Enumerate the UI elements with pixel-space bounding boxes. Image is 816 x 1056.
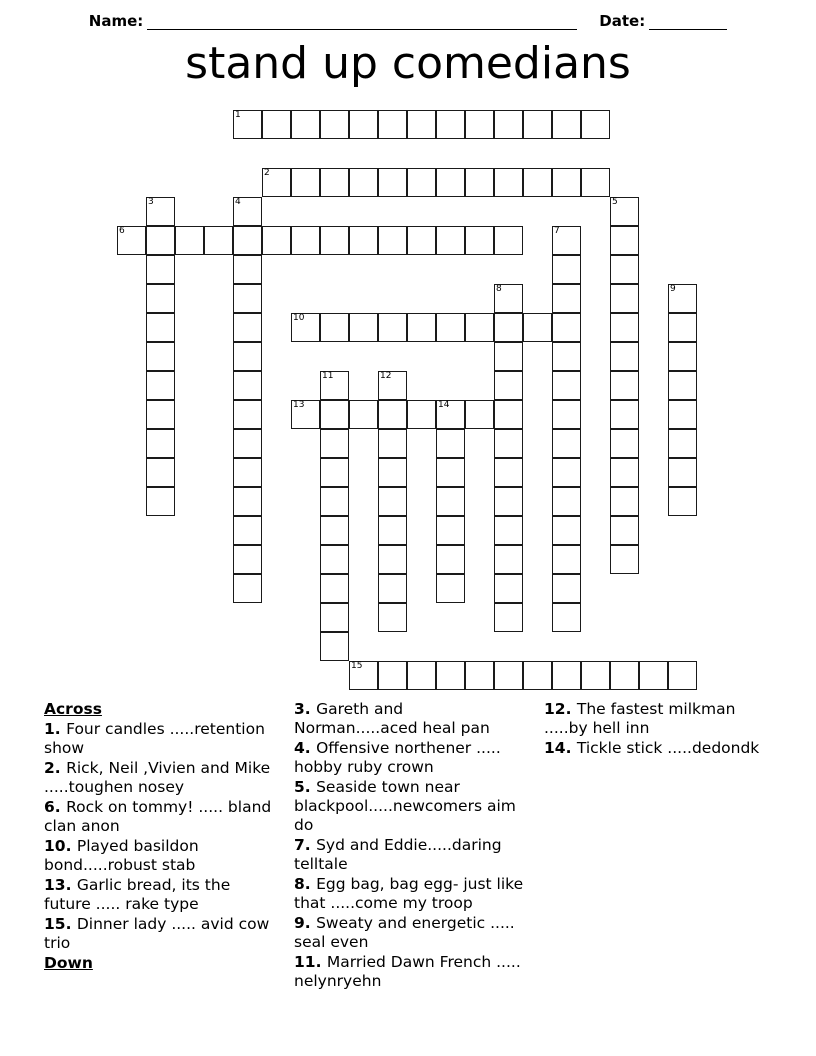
grid-cell[interactable]: [378, 661, 407, 690]
grid-cell[interactable]: [494, 110, 523, 139]
grid-cell[interactable]: [233, 574, 262, 603]
name-label: Name:: [88, 12, 144, 30]
grid-cell[interactable]: [146, 197, 175, 226]
grid-cell[interactable]: [581, 110, 610, 139]
grid-cell[interactable]: [552, 516, 581, 545]
grid-cell[interactable]: [668, 400, 697, 429]
grid-cell[interactable]: [465, 400, 494, 429]
cell-number: 15: [351, 661, 363, 671]
grid-cell[interactable]: [610, 516, 639, 545]
grid-cell[interactable]: [320, 168, 349, 197]
grid-cell[interactable]: [436, 574, 465, 603]
grid-cell[interactable]: [610, 342, 639, 371]
grid-cell[interactable]: [552, 661, 581, 690]
grid-cell[interactable]: [320, 313, 349, 342]
grid-cell[interactable]: [494, 429, 523, 458]
grid-cell[interactable]: [552, 313, 581, 342]
grid-cell[interactable]: [117, 226, 146, 255]
grid-cell[interactable]: [494, 545, 523, 574]
grid-cell[interactable]: [436, 487, 465, 516]
grid-cell[interactable]: [378, 168, 407, 197]
grid-cell[interactable]: [552, 255, 581, 284]
grid-cell[interactable]: [262, 226, 291, 255]
grid-cell[interactable]: [610, 429, 639, 458]
grid-cell[interactable]: [320, 516, 349, 545]
grid-cell[interactable]: [494, 371, 523, 400]
clue-text: Dinner lady ..... avid cow trio: [44, 915, 270, 952]
clues-container: [44, 700, 774, 1000]
clue-text: Four candles .....retention show: [44, 720, 265, 757]
clue-text: Rick, Neil ,Vivien and Mike .....toughen nosey: [44, 759, 271, 796]
grid-cell[interactable]: [349, 168, 378, 197]
clue-item: [294, 778, 524, 835]
grid-cell[interactable]: [436, 429, 465, 458]
clue-item: [294, 836, 524, 874]
grid-cell[interactable]: [146, 226, 175, 255]
grid-cell[interactable]: [523, 168, 552, 197]
grid-cell[interactable]: [233, 255, 262, 284]
cell-number: 14: [438, 400, 450, 410]
clue-text: Syd and Eddie.....daring telltale: [294, 836, 502, 873]
clue-text: Offensive northener ..... hobby ruby crown: [294, 739, 501, 776]
grid-cell[interactable]: [378, 313, 407, 342]
grid-cell[interactable]: [146, 255, 175, 284]
grid-cell[interactable]: [552, 371, 581, 400]
page-title: stand up comedians: [185, 38, 631, 89]
grid-cell[interactable]: [320, 110, 349, 139]
grid-cell[interactable]: [436, 516, 465, 545]
clue-item: [294, 953, 524, 991]
grid-cell[interactable]: [552, 342, 581, 371]
grid-cell[interactable]: [233, 516, 262, 545]
grid-cell[interactable]: [146, 487, 175, 516]
grid-cell[interactable]: [523, 313, 552, 342]
grid-cell[interactable]: [610, 313, 639, 342]
grid-cell[interactable]: [668, 284, 697, 313]
grid-cell[interactable]: [378, 487, 407, 516]
grid-cell[interactable]: [233, 371, 262, 400]
grid-cell[interactable]: [378, 371, 407, 400]
clue-text: Egg bag, bag egg- just like that .....come my troop: [294, 875, 524, 912]
grid-cell[interactable]: [436, 313, 465, 342]
clue-text: Played basildon bond.....robust stab: [44, 837, 199, 874]
grid-cell[interactable]: [552, 400, 581, 429]
clue-number: 13.: [44, 876, 77, 894]
grid-cell[interactable]: [407, 661, 436, 690]
clue-item: [44, 798, 274, 836]
grid-cell[interactable]: [436, 110, 465, 139]
grid-cell[interactable]: [668, 487, 697, 516]
grid-cell[interactable]: [175, 226, 204, 255]
grid-cell[interactable]: [349, 110, 378, 139]
clue-text: The fastest milkman .....by hell inn: [544, 700, 736, 737]
grid-cell[interactable]: [494, 313, 523, 342]
grid-cell[interactable]: [378, 226, 407, 255]
clue-item: [44, 876, 274, 914]
grid-cell[interactable]: [494, 226, 523, 255]
grid-cell[interactable]: [262, 168, 291, 197]
clue-item: [44, 759, 274, 797]
grid-cell[interactable]: [378, 458, 407, 487]
grid-cell[interactable]: [146, 371, 175, 400]
grid-cell[interactable]: [552, 168, 581, 197]
grid-cell[interactable]: [552, 226, 581, 255]
grid-cell[interactable]: [552, 574, 581, 603]
grid-cell[interactable]: [407, 168, 436, 197]
grid-cell[interactable]: [494, 516, 523, 545]
cell-number: 10: [293, 313, 305, 323]
grid-cell[interactable]: [494, 284, 523, 313]
clue-item: [294, 739, 524, 777]
grid-cell[interactable]: [320, 574, 349, 603]
grid-cell[interactable]: [233, 197, 262, 226]
clue-item: [294, 875, 524, 913]
grid-cell[interactable]: [407, 226, 436, 255]
grid-cell[interactable]: [610, 458, 639, 487]
grid-cell[interactable]: [552, 110, 581, 139]
clue-number: 7.: [294, 836, 317, 854]
cell-number: 11: [322, 371, 334, 381]
grid-cell[interactable]: [494, 661, 523, 690]
clue-item: [44, 720, 274, 758]
grid-cell[interactable]: [349, 313, 378, 342]
clue-item: [294, 700, 524, 738]
grid-cell[interactable]: [494, 342, 523, 371]
grid-cell[interactable]: [320, 632, 349, 661]
grid-cell[interactable]: [668, 661, 697, 690]
grid-cell[interactable]: [320, 603, 349, 632]
clue-item: [294, 914, 524, 952]
grid-cell[interactable]: [233, 487, 262, 516]
grid-cell[interactable]: [233, 400, 262, 429]
grid-cell[interactable]: [146, 313, 175, 342]
grid-cell[interactable]: [552, 487, 581, 516]
clue-number: 1.: [44, 720, 67, 738]
grid-cell[interactable]: [610, 371, 639, 400]
grid-cell[interactable]: [320, 545, 349, 574]
grid-cell[interactable]: [349, 400, 378, 429]
grid-cell[interactable]: [552, 545, 581, 574]
down-clue-list: [294, 700, 774, 1000]
grid-cell[interactable]: [668, 429, 697, 458]
clue-item: [544, 739, 774, 758]
grid-cell[interactable]: [146, 458, 175, 487]
grid-cell[interactable]: [436, 458, 465, 487]
grid-cell[interactable]: [349, 661, 378, 690]
grid-cell[interactable]: [378, 574, 407, 603]
grid-cell[interactable]: [610, 284, 639, 313]
grid-cell[interactable]: [291, 226, 320, 255]
clue-number: 5.: [294, 778, 317, 796]
grid-cell[interactable]: [233, 545, 262, 574]
down-heading: Down: [44, 954, 93, 972]
grid-cell[interactable]: [233, 110, 262, 139]
grid-cell[interactable]: [233, 429, 262, 458]
grid-cell[interactable]: [668, 342, 697, 371]
cell-number: 8: [496, 284, 502, 294]
grid-cell[interactable]: [378, 603, 407, 632]
grid-cell[interactable]: [320, 429, 349, 458]
grid-cell[interactable]: [639, 661, 668, 690]
grid-cell[interactable]: [233, 226, 262, 255]
grid-cell[interactable]: [610, 545, 639, 574]
grid-cell[interactable]: [494, 487, 523, 516]
grid-cell[interactable]: [552, 458, 581, 487]
grid-cell[interactable]: [436, 545, 465, 574]
grid-cell[interactable]: [436, 226, 465, 255]
grid-cell[interactable]: [378, 429, 407, 458]
grid-cell[interactable]: [291, 400, 320, 429]
clue-number: 8.: [294, 875, 317, 893]
cell-number: 4: [235, 197, 241, 207]
grid-cell[interactable]: [494, 400, 523, 429]
grid-cell[interactable]: [552, 429, 581, 458]
grid-cell[interactable]: [146, 284, 175, 313]
clue-text: Rock on tommy! ..... bland clan anon: [44, 798, 272, 835]
grid-cell[interactable]: [494, 603, 523, 632]
grid-cell[interactable]: [523, 661, 552, 690]
grid-cell[interactable]: [407, 313, 436, 342]
cell-number: 2: [264, 168, 270, 178]
clue-number: 11.: [294, 953, 327, 971]
grid-cell[interactable]: [320, 226, 349, 255]
cell-number: 1: [235, 110, 241, 120]
grid-cell[interactable]: [581, 661, 610, 690]
grid-cell[interactable]: [262, 110, 291, 139]
clue-text: Seaside town near blackpool.....newcomers aim do: [294, 778, 516, 834]
grid-cell[interactable]: [465, 168, 494, 197]
grid-cell[interactable]: [320, 458, 349, 487]
grid-cell[interactable]: [378, 516, 407, 545]
clue-number: 12.: [544, 700, 577, 718]
grid-cell[interactable]: [407, 110, 436, 139]
clue-item: [544, 700, 774, 738]
grid-cell[interactable]: [320, 371, 349, 400]
grid-cell[interactable]: [523, 110, 552, 139]
grid-cell[interactable]: [610, 487, 639, 516]
grid-cell[interactable]: [465, 313, 494, 342]
clue-number: 2.: [44, 759, 67, 777]
grid-cell[interactable]: [668, 371, 697, 400]
grid-cell[interactable]: [668, 458, 697, 487]
grid-cell[interactable]: [610, 255, 639, 284]
cell-number: 9: [670, 284, 676, 294]
grid-cell[interactable]: [291, 313, 320, 342]
cell-number: 3: [148, 197, 154, 207]
grid-cell[interactable]: [146, 342, 175, 371]
clue-number: 3.: [294, 700, 317, 718]
cell-number: 12: [380, 371, 392, 381]
clue-number: 6.: [44, 798, 67, 816]
grid-cell[interactable]: [349, 226, 378, 255]
grid-cell[interactable]: [407, 400, 436, 429]
clue-text: Garlic bread, its the future ..... rake type: [44, 876, 231, 913]
grid-cell[interactable]: [233, 313, 262, 342]
cell-number: 13: [293, 400, 305, 410]
grid-cell[interactable]: [291, 168, 320, 197]
grid-cell[interactable]: [610, 197, 639, 226]
grid-cell[interactable]: [581, 168, 610, 197]
clue-number: 4.: [294, 739, 317, 757]
clue-item: [44, 837, 274, 875]
grid-cell[interactable]: [320, 487, 349, 516]
grid-cell[interactable]: [320, 400, 349, 429]
clue-text: Gareth and Norman.....aced heal pan: [294, 700, 490, 737]
grid-cell[interactable]: [552, 284, 581, 313]
clue-text: Tickle stick .....dedondk: [576, 739, 760, 757]
grid-cell[interactable]: [668, 313, 697, 342]
across-clue-list: [44, 720, 274, 953]
clue-number: 15.: [44, 915, 77, 933]
clue-number: 10.: [44, 837, 77, 855]
clue-text: Married Dawn French ..... nelynryehn: [294, 953, 521, 990]
grid-cell[interactable]: [233, 342, 262, 371]
grid-cell[interactable]: [146, 400, 175, 429]
grid-cell[interactable]: [610, 661, 639, 690]
clue-number: 9.: [294, 914, 317, 932]
grid-cell[interactable]: [204, 226, 233, 255]
grid-cell[interactable]: [436, 400, 465, 429]
grid-cell[interactable]: [436, 661, 465, 690]
grid-cell[interactable]: [552, 603, 581, 632]
grid-cell[interactable]: [378, 545, 407, 574]
grid-cell[interactable]: [494, 574, 523, 603]
grid-cell[interactable]: [233, 284, 262, 313]
grid-cell[interactable]: [146, 429, 175, 458]
grid-cell[interactable]: [291, 110, 320, 139]
cell-number: 6: [119, 226, 125, 236]
grid-cell[interactable]: [465, 226, 494, 255]
across-heading: Across: [44, 700, 102, 718]
clue-number: 14.: [544, 739, 577, 757]
cell-number: 7: [554, 226, 560, 236]
grid-cell[interactable]: [465, 661, 494, 690]
grid-cell[interactable]: [610, 400, 639, 429]
cell-number: 5: [612, 197, 618, 207]
grid-cell[interactable]: [465, 110, 494, 139]
grid-cell[interactable]: [436, 168, 465, 197]
grid-cell[interactable]: [378, 110, 407, 139]
grid-cell[interactable]: [610, 226, 639, 255]
clue-text: Sweaty and energetic ..... seal even: [294, 914, 515, 951]
date-label: Date:: [599, 12, 646, 30]
grid-cell[interactable]: [494, 458, 523, 487]
grid-cell[interactable]: [494, 168, 523, 197]
clue-item: [44, 915, 274, 953]
grid-cell[interactable]: [378, 400, 407, 429]
grid-cell[interactable]: [233, 458, 262, 487]
